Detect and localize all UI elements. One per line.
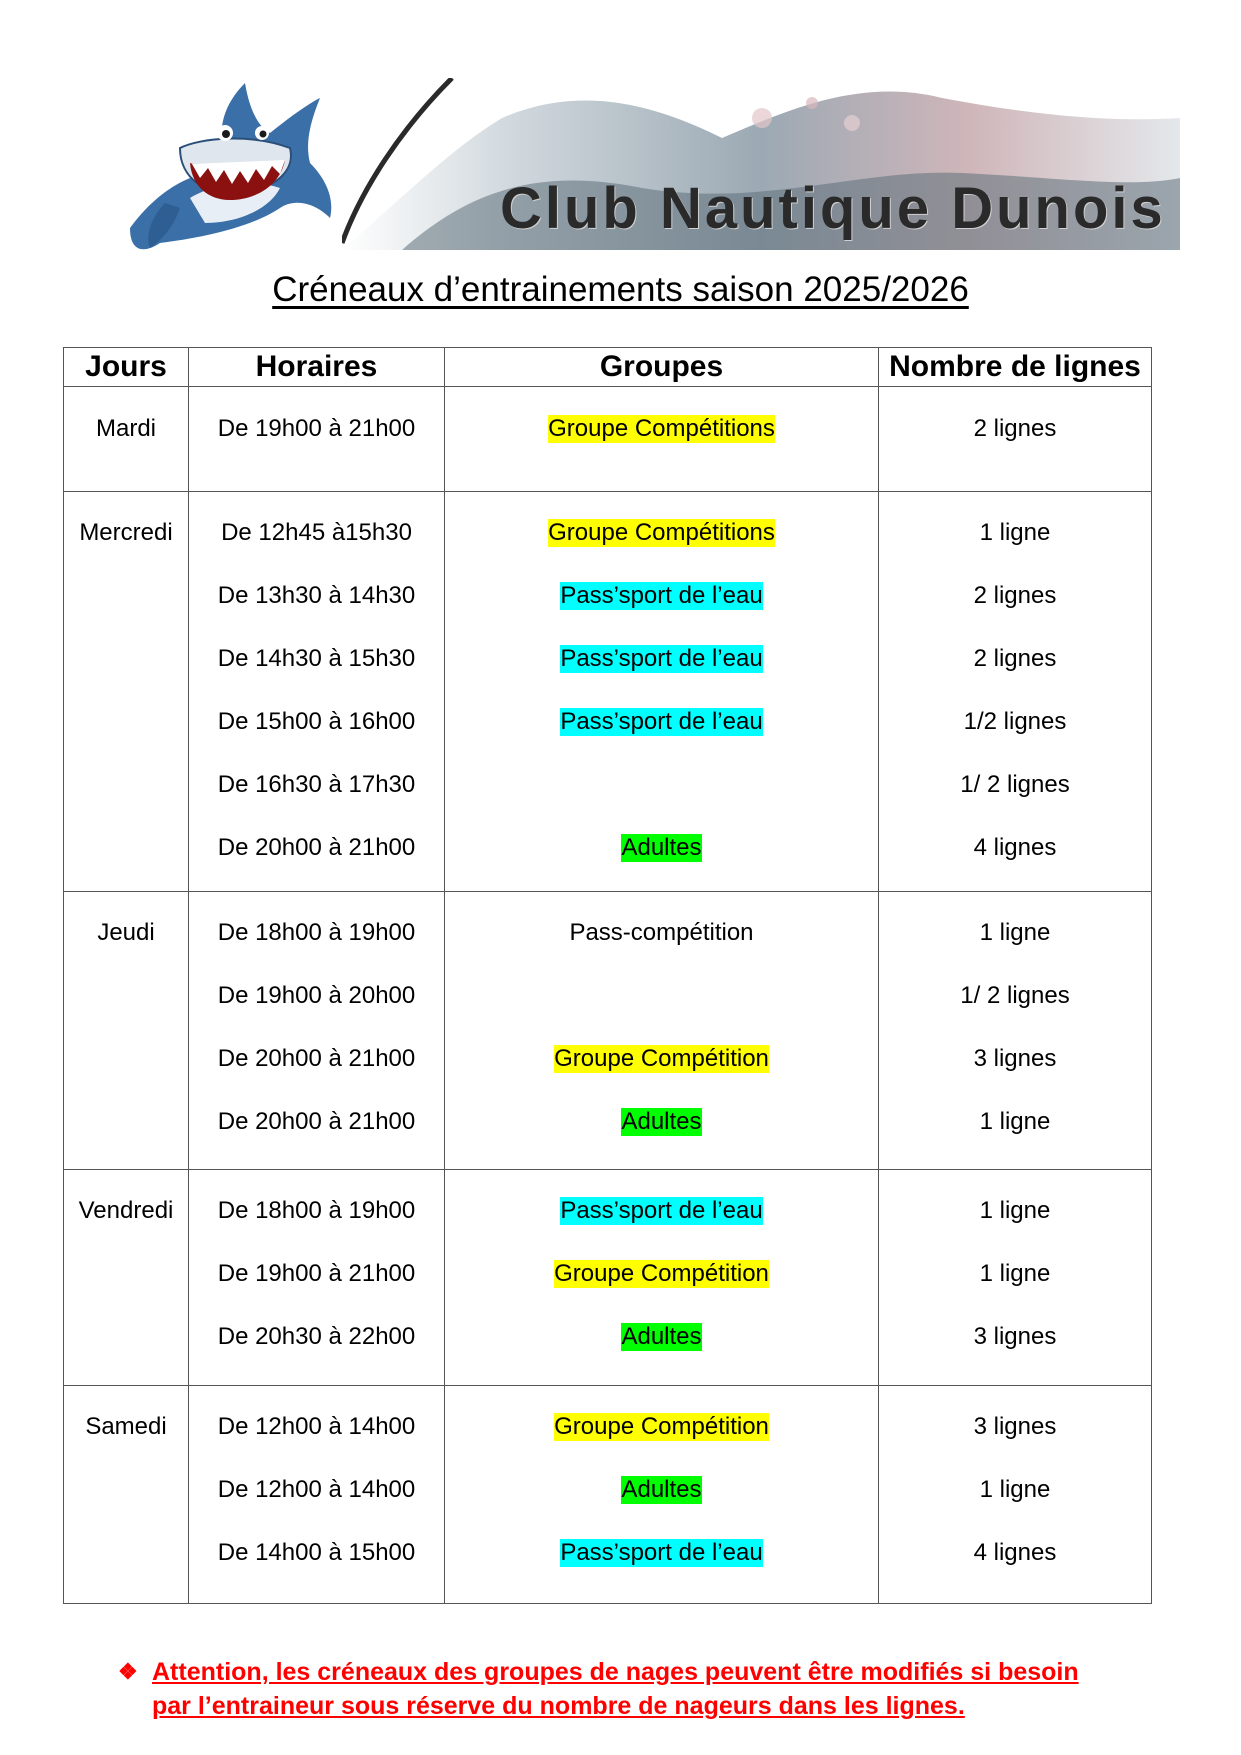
table-header-row — [64, 348, 1152, 387]
time-slot: De 14h30 à 15h30 — [217, 644, 416, 672]
lines-cell — [879, 892, 1152, 1170]
document-title: Créneaux d’entrainements saison 2025/2026 — [272, 270, 969, 309]
time-cell — [189, 1386, 445, 1604]
day-row — [64, 492, 1152, 892]
lines-count: 1 ligne — [979, 918, 1051, 946]
day-cell — [64, 892, 189, 1170]
day-cell — [64, 1170, 189, 1386]
day-row — [64, 892, 1152, 1170]
diamond-bullet-icon: ❖ — [118, 1659, 138, 1684]
lines-count: 1 ligne — [979, 1196, 1051, 1224]
time-slot: De 18h00 à 19h00 — [217, 918, 416, 946]
group-slot — [560, 690, 762, 753]
group-label: Adultes — [621, 833, 702, 861]
group-slot — [569, 901, 753, 964]
group-slot — [560, 627, 762, 690]
group-cell — [445, 892, 879, 1170]
day-cell — [64, 1386, 189, 1604]
group-label: Groupe Compétition — [554, 1259, 769, 1287]
shark-mascot-icon — [120, 78, 350, 253]
group-slot — [621, 1090, 701, 1153]
column-header-lignes: Nombre de lignes — [879, 348, 1152, 387]
column-header-horaires: Horaires — [189, 348, 445, 387]
schedule-body — [64, 387, 1152, 1604]
schedule-table — [63, 347, 1152, 1604]
time-slot: De 19h00 à 21h00 — [217, 1259, 416, 1287]
time-cell — [189, 892, 445, 1170]
lines-count: 1 ligne — [979, 1107, 1051, 1135]
lines-count: 1 ligne — [979, 1259, 1051, 1287]
group-label: Groupe Compétition — [554, 1044, 769, 1072]
group-cell — [445, 1170, 879, 1386]
lines-count: 1 ligne — [979, 1475, 1051, 1503]
time-slot: De 18h00 à 19h00 — [217, 1196, 416, 1224]
group-label: Adultes — [621, 1107, 702, 1135]
group-label: Pass’sport de l’eau — [560, 707, 763, 735]
group-label: Pass’sport de l’eau — [560, 644, 763, 672]
time-slot: De 15h00 à 16h00 — [217, 707, 416, 735]
time-cell — [189, 492, 445, 892]
group-label: Adultes — [621, 1475, 702, 1503]
time-slot: De 20h00 à 21h00 — [217, 833, 416, 861]
lines-cell — [879, 387, 1152, 492]
lines-count: 3 lignes — [973, 1412, 1057, 1440]
time-slot: De 20h00 à 21h00 — [217, 1107, 416, 1135]
day-row — [64, 1386, 1152, 1604]
group-label: Pass’sport de l’eau — [560, 1196, 763, 1224]
group-slot — [621, 816, 701, 879]
time-slot: De 12h00 à 14h00 — [217, 1475, 416, 1503]
time-slot: De 12h45 à15h30 — [221, 518, 412, 546]
day-label: Jeudi — [97, 918, 155, 946]
lines-cell — [879, 1170, 1152, 1386]
lines-count: 2 lignes — [973, 644, 1057, 672]
time-cell — [189, 1170, 445, 1386]
group-slot — [621, 1305, 701, 1368]
lines-count: 2 lignes — [973, 581, 1057, 609]
time-cell — [189, 387, 445, 492]
day-label: Mercredi — [79, 518, 173, 546]
group-label: Groupe Compétition — [554, 1412, 769, 1440]
group-slot — [621, 1458, 701, 1521]
time-slot: De 20h00 à 21h00 — [217, 1044, 416, 1072]
group-label: Pass’sport de l’eau — [560, 1538, 763, 1566]
warning-text: Attention, les créneaux des groupes de nages peuvent être modifiés si besoin par l’entraineur sous réserve du nombre de nageurs dans les lignes. — [152, 1658, 1079, 1720]
group-label: Groupe Compétitions — [548, 518, 775, 546]
time-slot: De 19h00 à 20h00 — [217, 981, 416, 1009]
warning-note — [118, 1655, 1118, 1723]
group-slot — [560, 1521, 762, 1584]
group-slot — [560, 564, 762, 627]
group-slot — [554, 1027, 769, 1090]
column-header-groupes: Groupes — [445, 348, 879, 387]
lines-count: 1 ligne — [979, 518, 1051, 546]
group-cell — [445, 387, 879, 492]
lines-count: 1/ 2 lignes — [960, 770, 1070, 798]
day-cell — [64, 492, 189, 892]
club-name: Club Nautique Dunois — [500, 176, 1166, 241]
group-label: Groupe Compétitions — [548, 414, 775, 442]
group-slot — [548, 397, 775, 460]
group-cell — [445, 1386, 879, 1604]
time-slot: De 19h00 à 21h00 — [217, 414, 416, 442]
time-slot: De 12h00 à 14h00 — [217, 1412, 416, 1440]
lines-count: 1/ 2 lignes — [960, 981, 1070, 1009]
lines-count: 3 lignes — [973, 1044, 1057, 1072]
time-slot: De 20h30 à 22h00 — [217, 1322, 416, 1350]
lines-cell — [879, 1386, 1152, 1604]
lines-count: 1/2 lignes — [963, 707, 1067, 735]
group-slot — [560, 1179, 762, 1242]
day-label: Samedi — [85, 1412, 167, 1440]
column-header-jours: Jours — [64, 348, 189, 387]
group-slot — [554, 1395, 769, 1458]
day-label: Vendredi — [78, 1196, 174, 1224]
group-label: Pass-compétition — [569, 918, 754, 946]
day-row — [64, 1170, 1152, 1386]
day-cell — [64, 387, 189, 492]
lines-count: 2 lignes — [973, 414, 1057, 442]
day-row — [64, 387, 1152, 492]
time-slot: De 14h00 à 15h00 — [217, 1538, 416, 1566]
lines-count: 3 lignes — [973, 1322, 1057, 1350]
time-slot: De 16h30 à 17h30 — [217, 770, 416, 798]
lines-count: 4 lignes — [973, 833, 1057, 861]
group-label: Adultes — [621, 1322, 702, 1350]
group-slot — [554, 1242, 769, 1305]
lines-count: 4 lignes — [973, 1538, 1057, 1566]
lines-cell — [879, 492, 1152, 892]
group-label: Pass’sport de l’eau — [560, 581, 763, 609]
group-cell — [445, 492, 879, 892]
time-slot: De 13h30 à 14h30 — [217, 581, 416, 609]
day-label: Mardi — [95, 414, 156, 442]
group-slot — [548, 501, 775, 564]
